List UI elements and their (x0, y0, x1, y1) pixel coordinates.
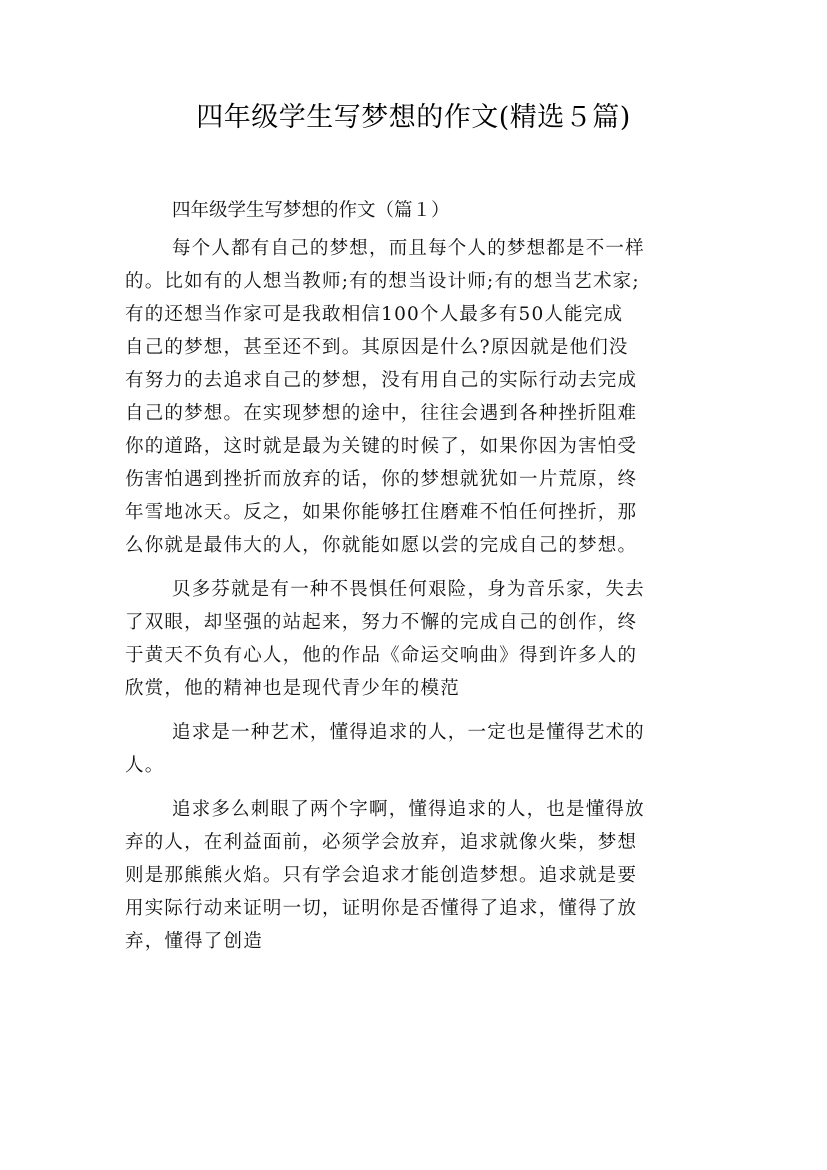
text-line: 弃，懂得了创造 (125, 931, 263, 952)
paragraph-2 (125, 573, 715, 705)
text-line: 有的还想当作家可是我敢相信100个人最多有50人能完成 (125, 304, 624, 325)
text-line: 于黄天不负有心人，他的作品《命运交响曲》得到许多人的 (125, 645, 638, 666)
text-line: 弃的人，在利益面前，必须学会放弃，追求就像火柴，梦想 (125, 832, 638, 853)
article-body (125, 232, 715, 969)
text-line: 贝多芬就是有一种不畏惧任何艰险，身为音乐家，失去 (172, 579, 645, 600)
text-line: 了双眼，却坚强的站起来，努力不懈的完成自己的创作，终 (125, 612, 638, 633)
paragraph-1 (125, 232, 715, 562)
text-line: 伤害怕遇到挫折而放弃的话，你的梦想就犹如一片荒原，终 (125, 469, 638, 490)
text-line: 自己的梦想，甚至还不到。其原因是什么?原因就是他们没 (125, 337, 629, 358)
text-line: 你的道路，这时就是最为关键的时候了，如果你因为害怕受 (125, 436, 638, 457)
text-line: 欣赏，他的精神也是现代青少年的模范 (125, 678, 460, 699)
text-line: 自己的梦想。在实现梦想的途中，往往会遇到各种挫折阻难 (125, 403, 638, 424)
paragraph-4 (125, 793, 715, 958)
text-line: 的。比如有的人想当教师;有的想当设计师;有的想当艺术家; (125, 271, 640, 292)
text-line: 年雪地冰天。反之，如果你能够扛住磨难不怕任何挫折，那 (125, 502, 638, 523)
text-line: 有努力的去追求自己的梦想，没有用自己的实际行动去完成 (125, 370, 638, 391)
text-line: 则是那熊熊火焰。只有学会追求才能创造梦想。追求就是要 (125, 865, 638, 886)
text-line: 每个人都有自己的梦想，而且每个人的梦想都是不一样 (172, 238, 645, 259)
text-line: 追求多么刺眼了两个字啊，懂得追求的人，也是懂得放 (172, 799, 645, 820)
section-heading: 四年级学生写梦想的作文（篇１） (172, 200, 450, 221)
text-line: 么你就是最伟大的人，你就能如愿以尝的完成自己的梦想。 (125, 535, 638, 556)
text-line: 人。 (125, 755, 165, 776)
paragraph-3 (125, 716, 715, 782)
document-title: 四年级学生写梦想的作文(精选５篇) (196, 102, 631, 133)
text-line: 追求是一种艺术，懂得追求的人，一定也是懂得艺术的 (172, 722, 645, 743)
text-line: 用实际行动来证明一切，证明你是否懂得了追求，懂得了放 (125, 898, 638, 919)
